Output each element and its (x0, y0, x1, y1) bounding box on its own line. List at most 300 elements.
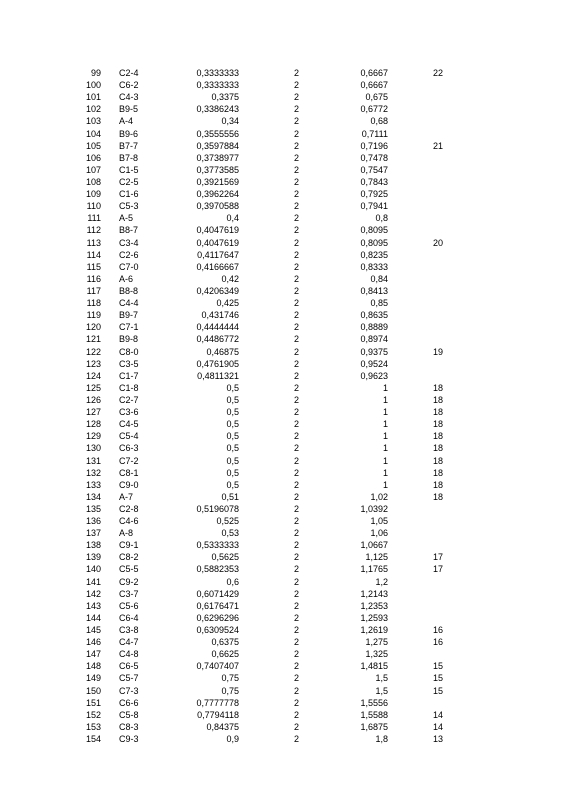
table-row (0, 285, 566, 297)
rank-value: 21 (433, 140, 444, 151)
table-row (0, 467, 566, 479)
ratio-value: 0,6 (226, 576, 239, 587)
score-value: 1 (382, 407, 388, 418)
rank-value: 13 (433, 734, 444, 745)
table-row (0, 636, 566, 648)
table-row (0, 709, 566, 721)
count-value: 2 (294, 225, 300, 236)
rank-value: 18 (433, 479, 444, 490)
count-value: 2 (294, 407, 300, 418)
score-value: 0,8095 (360, 237, 388, 248)
ratio-value: 0,5 (226, 382, 239, 393)
table-row (0, 237, 566, 249)
ratio-value: 0,5333333 (196, 540, 239, 551)
table-row (0, 164, 566, 176)
item-code: B9-6 (119, 128, 139, 139)
row-number: 103 (85, 116, 101, 127)
row-number: 117 (86, 285, 101, 296)
rank-value: 20 (433, 237, 444, 248)
table-row (0, 430, 566, 442)
count-value: 2 (294, 612, 300, 623)
item-code: C9-1 (119, 540, 139, 551)
count-value: 2 (294, 310, 300, 321)
ratio-value: 0,75 (221, 673, 239, 684)
item-code: C1-7 (119, 370, 139, 381)
ratio-value: 0,5625 (211, 552, 239, 563)
table-row (0, 115, 566, 127)
item-code: C7-1 (119, 322, 139, 333)
score-value: 1,2619 (360, 625, 388, 636)
count-value: 2 (294, 685, 300, 696)
table-row (0, 152, 566, 164)
ratio-value: 0,3970588 (196, 201, 239, 212)
item-code: C4-4 (119, 298, 139, 309)
table-row (0, 685, 566, 697)
rank-value: 18 (433, 491, 444, 502)
count-value: 2 (294, 673, 300, 684)
row-number: 154 (85, 734, 101, 745)
table-row (0, 200, 566, 212)
item-code: C3-5 (119, 358, 139, 369)
row-number: 113 (86, 237, 101, 248)
row-number: 107 (85, 164, 101, 175)
rank-value: 18 (433, 394, 444, 405)
count-value: 2 (294, 479, 300, 490)
row-number: 137 (85, 528, 101, 539)
item-code: C1-8 (119, 382, 139, 393)
ratio-value: 0,5 (226, 467, 239, 478)
table-row (0, 128, 566, 140)
row-number: 108 (85, 176, 101, 187)
count-value: 2 (294, 213, 300, 224)
ratio-value: 0,53 (221, 528, 239, 539)
table-row (0, 660, 566, 672)
ratio-value: 0,6375 (211, 637, 239, 648)
score-value: 1,275 (365, 637, 388, 648)
row-number: 125 (85, 382, 101, 393)
item-code: C6-6 (119, 697, 139, 708)
item-code: C4-3 (119, 92, 139, 103)
count-value: 2 (294, 709, 300, 720)
row-number: 149 (85, 673, 101, 684)
score-value: 0,8635 (360, 310, 388, 321)
item-code: B9-5 (119, 104, 139, 115)
count-value: 2 (294, 625, 300, 636)
ratio-value: 0,84375 (206, 721, 239, 732)
item-code: A-6 (119, 273, 134, 284)
rank-value: 16 (433, 625, 444, 636)
count-value: 2 (294, 140, 300, 151)
item-code: C2-5 (119, 176, 139, 187)
score-value: 0,7547 (360, 164, 388, 175)
rank-value: 15 (433, 685, 444, 696)
table-row (0, 624, 566, 636)
count-value: 2 (294, 249, 300, 260)
count-value: 2 (294, 734, 300, 745)
table-row (0, 515, 566, 527)
score-value: 1 (382, 455, 388, 466)
count-value: 2 (294, 164, 300, 175)
item-code: C9-2 (119, 576, 139, 587)
ratio-value: 0,3773585 (196, 164, 239, 175)
ratio-value: 0,4 (226, 213, 239, 224)
ratio-value: 0,3333333 (196, 68, 239, 78)
row-number: 140 (85, 564, 101, 575)
item-code: B7-7 (119, 140, 139, 151)
ratio-value: 0,3738977 (196, 152, 239, 163)
count-value: 2 (294, 721, 300, 732)
item-code: C8-3 (119, 721, 139, 732)
score-value: 1,2143 (360, 588, 388, 599)
item-code: C4-6 (119, 516, 139, 527)
table-row (0, 79, 566, 91)
table-row (0, 67, 566, 79)
count-value: 2 (294, 419, 300, 430)
table-row (0, 333, 566, 345)
rank-value: 15 (433, 673, 444, 684)
row-number: 152 (85, 709, 101, 720)
row-number: 126 (85, 394, 101, 405)
ratio-value: 0,4117647 (197, 249, 239, 260)
ratio-value: 0,5 (226, 419, 239, 430)
score-value: 0,7196 (360, 140, 388, 151)
row-number: 106 (85, 152, 101, 163)
item-code: B7-8 (119, 152, 139, 163)
item-code: C4-5 (119, 419, 139, 430)
score-value: 0,6667 (360, 80, 388, 91)
item-code: B8-7 (119, 225, 139, 236)
row-number: 153 (85, 721, 101, 732)
row-number: 133 (85, 479, 101, 490)
score-value: 1,02 (370, 491, 388, 502)
score-value: 1,05 (370, 516, 388, 527)
table-row (0, 212, 566, 224)
item-code: C4-8 (119, 649, 139, 660)
row-number: 144 (85, 612, 101, 623)
rank-value: 19 (433, 346, 444, 357)
count-value: 2 (294, 588, 300, 599)
item-code: C7-2 (119, 455, 139, 466)
count-value: 2 (294, 189, 300, 200)
table-row (0, 176, 566, 188)
count-value: 2 (294, 552, 300, 563)
ratio-value: 0,6625 (211, 649, 239, 660)
item-code: C5-6 (119, 600, 139, 611)
count-value: 2 (294, 285, 300, 296)
count-value: 2 (294, 697, 300, 708)
table-row (0, 394, 566, 406)
ratio-value: 0,5 (226, 431, 239, 442)
count-value: 2 (294, 491, 300, 502)
item-code: C5-4 (119, 431, 139, 442)
rank-value: 16 (433, 637, 444, 648)
row-number: 131 (85, 455, 101, 466)
score-value: 0,9524 (360, 358, 388, 369)
table-row (0, 600, 566, 612)
rank-value: 17 (433, 552, 444, 563)
item-code: A-5 (119, 213, 134, 224)
score-value: 1,5588 (360, 709, 388, 720)
item-code: A-7 (119, 491, 134, 502)
table-row (0, 721, 566, 733)
count-value: 2 (294, 346, 300, 357)
ratio-value: 0,425 (216, 298, 239, 309)
count-value: 2 (294, 637, 300, 648)
score-value: 1 (382, 467, 388, 478)
score-value: 1,6875 (360, 721, 388, 732)
item-code: C5-3 (119, 201, 139, 212)
table-row (0, 91, 566, 103)
table-row (0, 358, 566, 370)
ratio-value: 0,9 (226, 734, 239, 745)
table-row (0, 672, 566, 684)
ratio-value: 0,3597884 (196, 140, 239, 151)
item-code: C3-7 (119, 588, 139, 599)
row-number: 151 (85, 697, 101, 708)
score-value: 1,2 (375, 576, 388, 587)
row-number: 130 (85, 443, 101, 454)
table-row (0, 539, 566, 551)
score-value: 0,8 (375, 213, 388, 224)
count-value: 2 (294, 516, 300, 527)
score-value: 0,6667 (360, 68, 388, 78)
row-number: 143 (85, 600, 101, 611)
score-value: 1,2593 (360, 612, 388, 623)
count-value: 2 (294, 237, 300, 248)
ratio-value: 0,75 (221, 685, 239, 696)
count-value: 2 (294, 443, 300, 454)
score-value: 1 (382, 382, 388, 393)
score-value: 1,0392 (360, 503, 388, 514)
row-number: 128 (85, 419, 101, 430)
score-value: 0,9623 (360, 370, 388, 381)
table-row (0, 140, 566, 152)
row-number: 115 (86, 261, 101, 272)
row-number: 104 (85, 128, 101, 139)
ratio-value: 0,46875 (206, 346, 239, 357)
score-value: 0,8413 (360, 285, 388, 296)
item-code: C7-3 (119, 685, 139, 696)
table-row (0, 249, 566, 261)
score-value: 1 (382, 431, 388, 442)
row-number: 99 (90, 68, 101, 78)
table-row (0, 576, 566, 588)
row-number: 112 (86, 225, 101, 236)
score-value: 0,8974 (360, 334, 388, 345)
row-number: 121 (85, 334, 101, 345)
ratio-value: 0,525 (216, 516, 239, 527)
row-number: 116 (86, 273, 101, 284)
score-value: 0,85 (370, 298, 388, 309)
count-value: 2 (294, 298, 300, 309)
ratio-value: 0,4761905 (196, 358, 239, 369)
ratio-value: 0,6296296 (196, 612, 239, 623)
score-value: 1 (382, 443, 388, 454)
table-row (0, 370, 566, 382)
score-value: 1 (382, 394, 388, 405)
score-value: 0,6772 (360, 104, 388, 115)
item-code: B9-8 (119, 334, 139, 345)
count-value: 2 (294, 467, 300, 478)
table-row (0, 733, 566, 745)
count-value: 2 (294, 649, 300, 660)
table-row (0, 261, 566, 273)
item-code: C5-7 (119, 673, 139, 684)
score-value: 1 (382, 479, 388, 490)
ratio-value: 0,7794118 (197, 709, 239, 720)
row-number: 105 (85, 140, 101, 151)
row-number: 122 (85, 346, 101, 357)
score-value: 0,7925 (360, 189, 388, 200)
score-value: 1,8 (375, 734, 388, 745)
item-code: C8-1 (119, 467, 139, 478)
row-number: 111 (87, 213, 101, 224)
score-value: 1 (382, 419, 388, 430)
score-value: 0,9375 (360, 346, 388, 357)
ratio-value: 0,5196078 (196, 503, 239, 514)
count-value: 2 (294, 128, 300, 139)
score-value: 1,325 (365, 649, 388, 660)
count-value: 2 (294, 334, 300, 345)
count-value: 2 (294, 152, 300, 163)
item-code: C6-2 (119, 80, 139, 91)
count-value: 2 (294, 273, 300, 284)
score-value: 1,5556 (360, 697, 388, 708)
row-number: 114 (86, 249, 101, 260)
table-row (0, 648, 566, 660)
table-row (0, 273, 566, 285)
table-row (0, 491, 566, 503)
table-row (0, 297, 566, 309)
ratio-value: 0,5882353 (196, 564, 239, 575)
score-value: 0,8095 (360, 225, 388, 236)
ratio-value: 0,5 (226, 443, 239, 454)
count-value: 2 (294, 528, 300, 539)
table-row (0, 455, 566, 467)
item-code: C8-0 (119, 346, 139, 357)
count-value: 2 (294, 261, 300, 272)
ratio-value: 0,3375 (211, 92, 239, 103)
score-value: 0,84 (370, 273, 388, 284)
table-row (0, 697, 566, 709)
ratio-value: 0,4206349 (196, 285, 239, 296)
count-value: 2 (294, 661, 300, 672)
ratio-value: 0,4047619 (196, 225, 239, 236)
rank-value: 18 (433, 443, 444, 454)
count-value: 2 (294, 92, 300, 103)
table-row (0, 563, 566, 575)
count-value: 2 (294, 104, 300, 115)
rank-value: 14 (433, 709, 444, 720)
count-value: 2 (294, 80, 300, 91)
ratio-value: 0,6071429 (196, 588, 239, 599)
row-number: 110 (86, 201, 101, 212)
count-value: 2 (294, 68, 300, 78)
row-number: 124 (85, 370, 101, 381)
row-number: 134 (85, 491, 101, 502)
item-code: C4-7 (119, 637, 139, 648)
count-value: 2 (294, 503, 300, 514)
score-value: 1,2353 (360, 600, 388, 611)
item-code: C3-4 (119, 237, 139, 248)
item-code: C1-5 (119, 164, 139, 175)
count-value: 2 (294, 322, 300, 333)
table-row (0, 503, 566, 515)
ratio-value: 0,5 (226, 455, 239, 466)
table-row (0, 418, 566, 430)
score-value: 1,5 (375, 673, 388, 684)
ratio-value: 0,5 (226, 479, 239, 490)
ratio-value: 0,3555556 (196, 128, 239, 139)
count-value: 2 (294, 116, 300, 127)
table-row (0, 406, 566, 418)
item-code: C2-4 (119, 68, 139, 78)
score-value: 1,06 (370, 528, 388, 539)
row-number: 141 (85, 576, 101, 587)
table-row (0, 527, 566, 539)
score-value: 0,7111 (361, 128, 388, 139)
item-code: B8-8 (119, 285, 139, 296)
count-value: 2 (294, 564, 300, 575)
score-value: 0,68 (370, 116, 388, 127)
row-number: 101 (85, 92, 101, 103)
item-code: C3-8 (119, 625, 139, 636)
count-value: 2 (294, 382, 300, 393)
count-value: 2 (294, 370, 300, 381)
row-number: 135 (85, 503, 101, 514)
ratio-value: 0,4444444 (196, 322, 239, 333)
item-code: A-4 (119, 116, 134, 127)
row-number: 145 (85, 625, 101, 636)
row-number: 142 (85, 588, 101, 599)
count-value: 2 (294, 431, 300, 442)
ratio-value: 0,4047619 (196, 237, 239, 248)
rank-value: 18 (433, 419, 444, 430)
score-value: 1,5 (375, 685, 388, 696)
score-value: 1,4815 (360, 661, 388, 672)
table-row (0, 479, 566, 491)
table-row (0, 321, 566, 333)
table-row (0, 188, 566, 200)
item-code: C7-0 (119, 261, 139, 272)
ratio-value: 0,3386243 (196, 104, 239, 115)
ratio-value: 0,5 (226, 394, 239, 405)
rank-value: 15 (433, 661, 444, 672)
count-value: 2 (294, 358, 300, 369)
table-row (0, 382, 566, 394)
count-value: 2 (294, 455, 300, 466)
rank-value: 17 (433, 564, 444, 575)
row-number: 118 (86, 298, 101, 309)
ratio-value: 0,51 (221, 491, 239, 502)
item-code: C2-8 (119, 503, 139, 514)
item-code: A-8 (119, 528, 134, 539)
row-number: 139 (85, 552, 101, 563)
score-value: 0,7843 (360, 176, 388, 187)
rank-value: 18 (433, 467, 444, 478)
ratio-value: 0,431746 (201, 310, 239, 321)
score-value: 1,0667 (360, 540, 388, 551)
ratio-value: 0,42 (221, 273, 239, 284)
row-number: 148 (85, 661, 101, 672)
item-code: C6-5 (119, 661, 139, 672)
table-row (0, 612, 566, 624)
ratio-value: 0,6176471 (196, 600, 239, 611)
item-code: B9-7 (119, 310, 139, 321)
ratio-value: 0,7777778 (196, 697, 239, 708)
item-code: C5-5 (119, 564, 139, 575)
item-code: C6-3 (119, 443, 139, 454)
